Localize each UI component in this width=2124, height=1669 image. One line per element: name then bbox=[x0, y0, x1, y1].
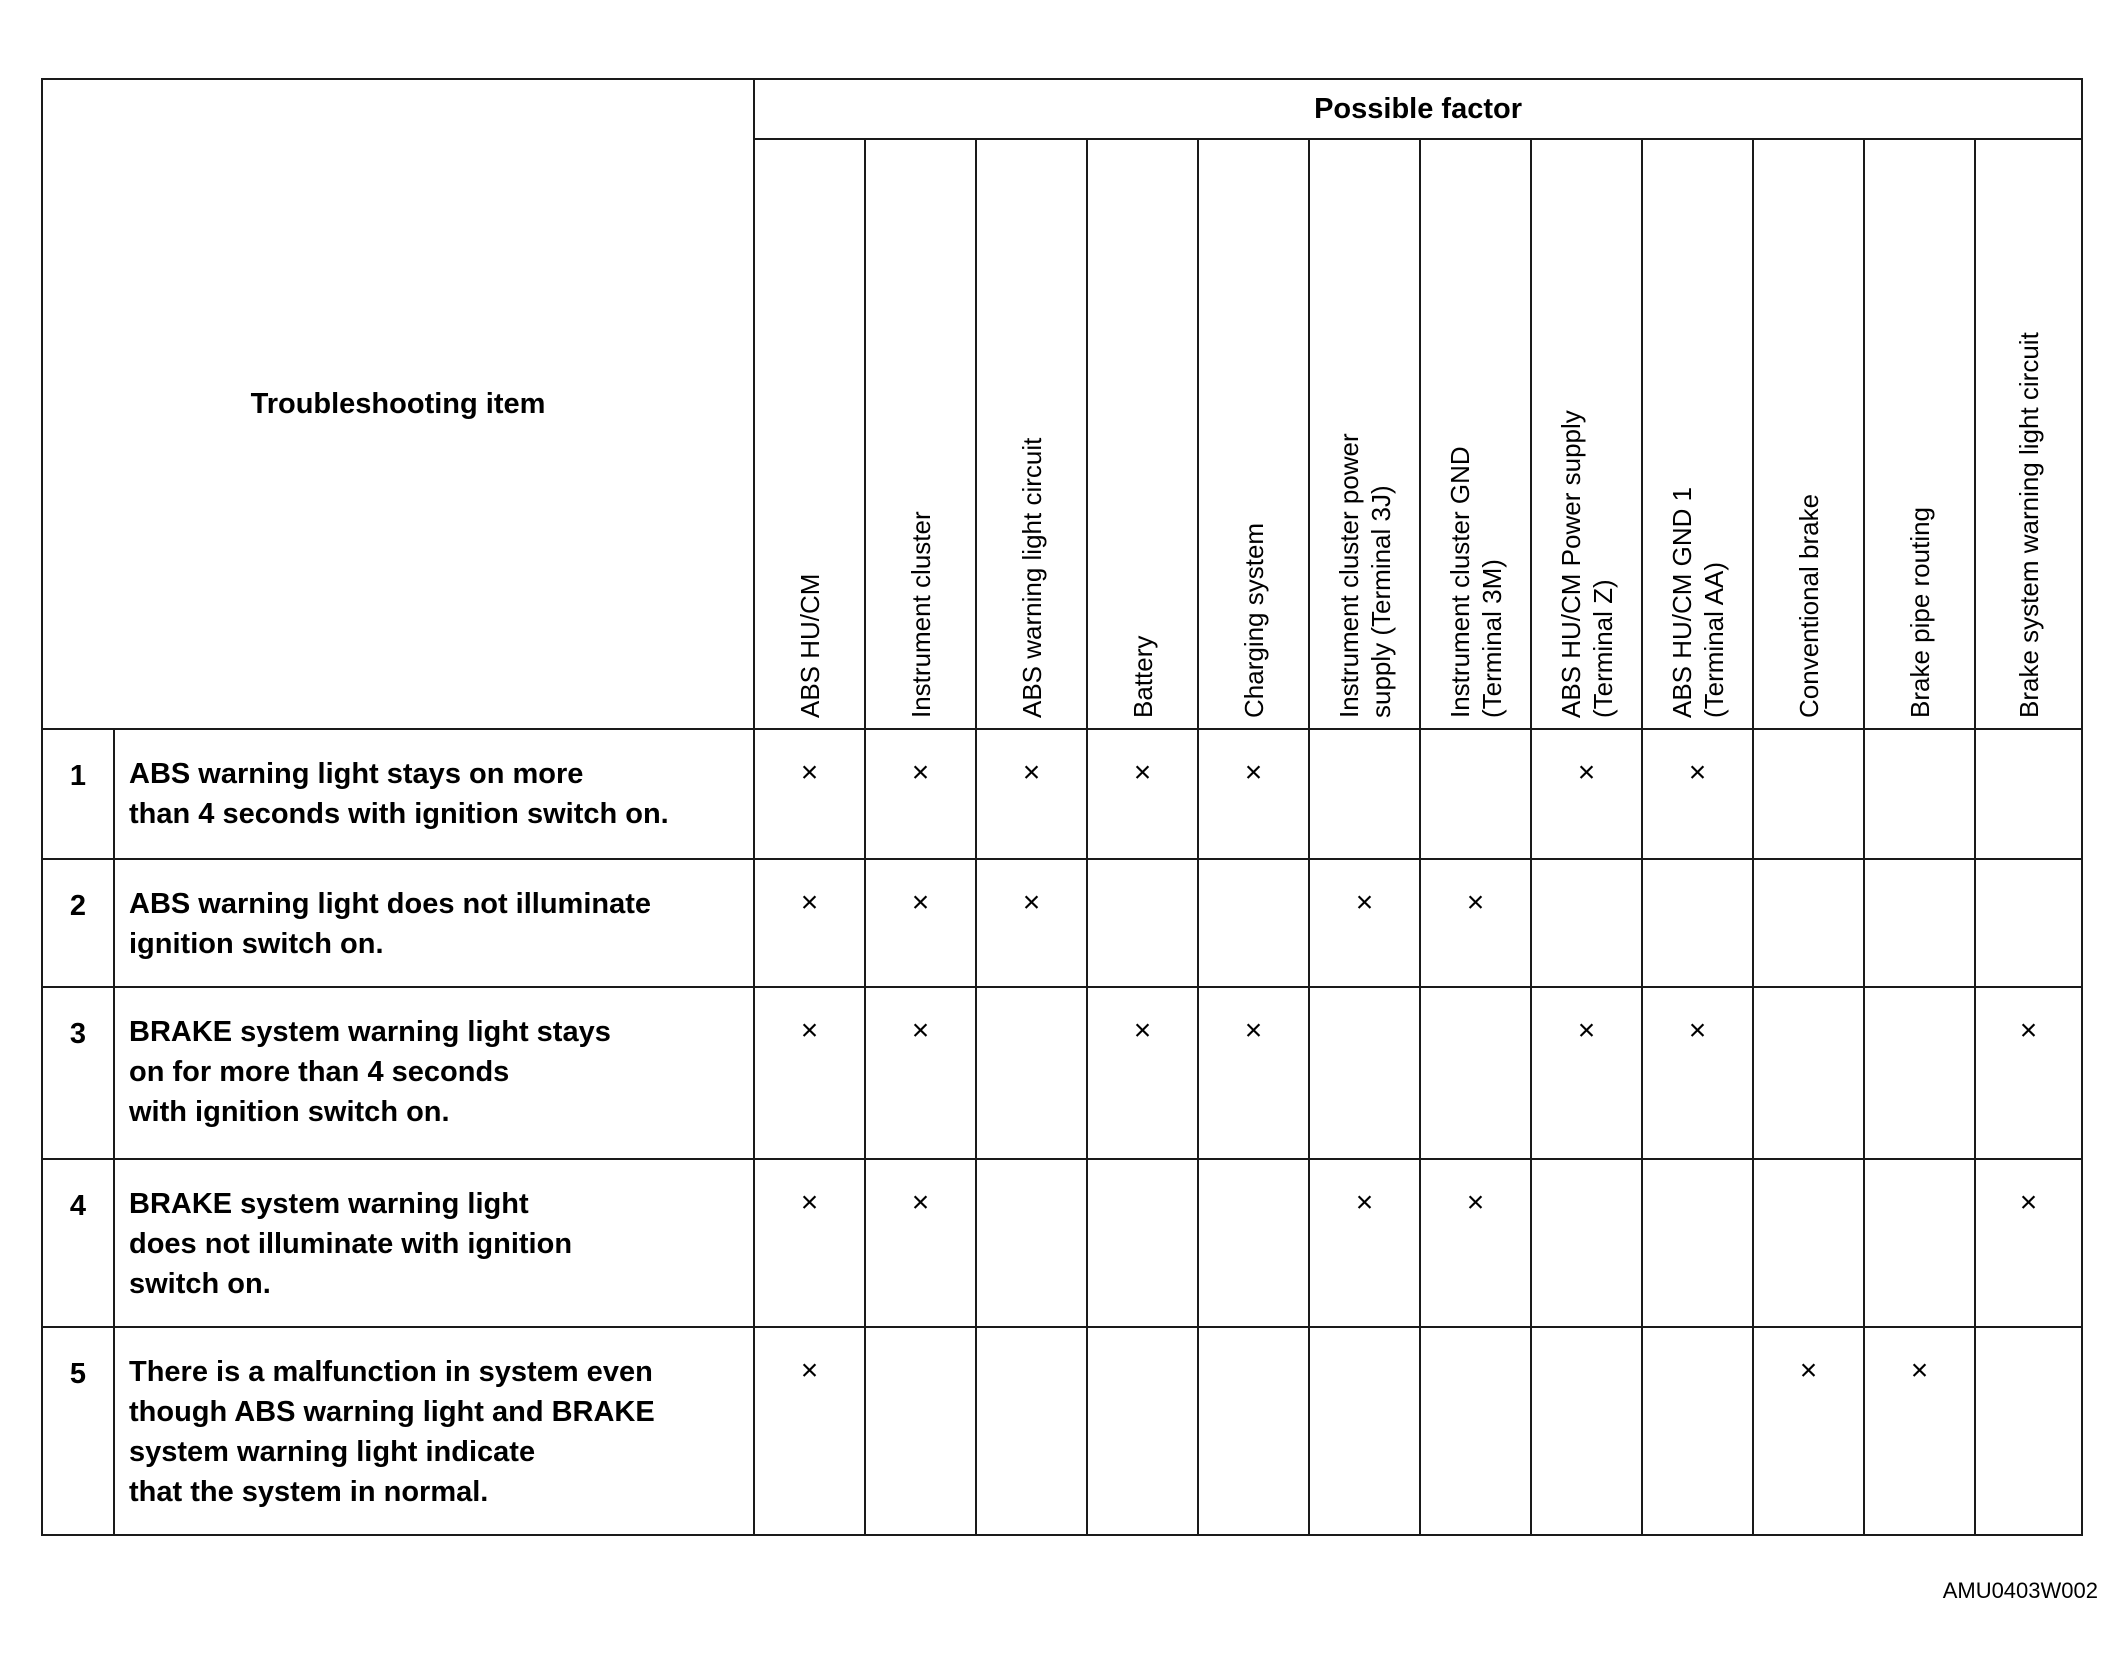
factor-mark-cell bbox=[1087, 987, 1198, 1159]
factor-mark-cell bbox=[1309, 987, 1420, 1159]
factor-label-line: Instrument cluster bbox=[905, 511, 936, 718]
row-description-line: switch on. bbox=[129, 1268, 271, 1300]
row-description bbox=[114, 1327, 754, 1535]
factor-mark-cell bbox=[1642, 1159, 1753, 1327]
row-description-line: on for more than 4 seconds bbox=[129, 1056, 510, 1088]
factor-mark-cell bbox=[1864, 987, 1975, 1159]
factor-header-cell bbox=[1753, 139, 1864, 729]
row-description bbox=[114, 729, 754, 859]
row-number: 4 bbox=[42, 1159, 114, 1327]
factor-mark-cell bbox=[1642, 1327, 1753, 1535]
x-mark: × bbox=[800, 886, 819, 919]
troubleshooting-matrix bbox=[41, 78, 2083, 1536]
factor-mark-cell bbox=[1975, 1159, 2082, 1327]
x-mark: × bbox=[1133, 756, 1152, 789]
x-mark: × bbox=[1577, 1014, 1596, 1047]
factor-label-line: Battery bbox=[1127, 635, 1158, 718]
factor-mark-cell bbox=[1531, 1327, 1642, 1535]
row-number: 5 bbox=[42, 1327, 114, 1535]
factor-mark-cell bbox=[865, 729, 976, 859]
factor-mark-cell bbox=[1864, 1327, 1975, 1535]
factor-mark-cell bbox=[1531, 987, 1642, 1159]
x-mark: × bbox=[1910, 1354, 1929, 1387]
row-description-line: than 4 seconds with ignition switch on. bbox=[129, 798, 669, 830]
factor-mark-cell bbox=[1309, 729, 1420, 859]
factor-mark-cell bbox=[1309, 859, 1420, 987]
factor-mark-cell bbox=[754, 987, 865, 1159]
factor-mark-cell bbox=[865, 1327, 976, 1535]
factor-label bbox=[2013, 332, 2045, 718]
row-description-line: that the system in normal. bbox=[129, 1476, 489, 1508]
factor-header-cell bbox=[1420, 139, 1531, 729]
factor-header-cell bbox=[1198, 139, 1309, 729]
factor-mark-cell bbox=[1420, 859, 1531, 987]
factor-label-line: Brake system warning light circuit bbox=[2013, 332, 2044, 718]
x-mark: × bbox=[1466, 1186, 1485, 1219]
factor-header-cell bbox=[1864, 139, 1975, 729]
factor-label bbox=[1016, 438, 1048, 718]
troubleshooting-item-header: Troubleshooting item bbox=[42, 79, 754, 729]
figure-code: AMU0403W002 bbox=[1942, 1578, 2098, 1603]
x-mark: × bbox=[911, 1186, 930, 1219]
factor-mark-cell bbox=[1642, 729, 1753, 859]
factor-header-cell bbox=[1975, 139, 2082, 729]
factor-mark-cell bbox=[1642, 987, 1753, 1159]
factor-mark-cell bbox=[1531, 729, 1642, 859]
factor-label bbox=[1666, 487, 1730, 718]
row-description-line: BRAKE system warning light stays bbox=[129, 1016, 611, 1048]
matrix-body bbox=[42, 729, 2082, 1535]
factor-mark-cell bbox=[754, 1327, 865, 1535]
row-description-line: ignition switch on. bbox=[129, 928, 384, 960]
factor-mark-cell bbox=[976, 1159, 1087, 1327]
factor-mark-cell bbox=[1864, 859, 1975, 987]
factor-label-line: Charging system bbox=[1238, 522, 1269, 718]
troubleshooting-row bbox=[42, 987, 2082, 1159]
possible-factor-header: Possible factor bbox=[754, 79, 2082, 139]
factor-header-cell bbox=[1642, 139, 1753, 729]
factor-label bbox=[1127, 636, 1159, 718]
row-description bbox=[114, 1159, 754, 1327]
row-description-line: system warning light indicate bbox=[129, 1436, 536, 1468]
factor-mark-cell bbox=[1864, 1159, 1975, 1327]
factor-label-line: ABS HU/CM Power supply bbox=[1555, 410, 1586, 718]
factor-label bbox=[1904, 507, 1936, 718]
factor-mark-cell bbox=[1753, 1159, 1864, 1327]
factor-mark-cell bbox=[976, 987, 1087, 1159]
factor-mark-cell bbox=[1087, 729, 1198, 859]
factor-header-cell bbox=[1087, 139, 1198, 729]
factor-header-cell bbox=[865, 139, 976, 729]
x-mark: × bbox=[1355, 886, 1374, 919]
factor-mark-cell bbox=[1642, 859, 1753, 987]
x-mark: × bbox=[1244, 756, 1263, 789]
factor-label-line: Instrument cluster GND bbox=[1444, 446, 1475, 718]
factor-mark-cell bbox=[1420, 729, 1531, 859]
factor-mark-cell bbox=[976, 729, 1087, 859]
factor-mark-cell bbox=[1420, 1159, 1531, 1327]
factor-mark-cell bbox=[1087, 1327, 1198, 1535]
factor-mark-cell bbox=[865, 987, 976, 1159]
row-description-line: BRAKE system warning light bbox=[129, 1188, 529, 1220]
row-description-line: with ignition switch on. bbox=[129, 1096, 450, 1128]
x-mark: × bbox=[800, 1014, 819, 1047]
factor-mark-cell bbox=[754, 1159, 865, 1327]
troubleshooting-row bbox=[42, 1327, 2082, 1535]
factor-mark-cell bbox=[1198, 987, 1309, 1159]
factor-mark-cell bbox=[1087, 1159, 1198, 1327]
factor-label-line: supply (Terminal 3J) bbox=[1365, 485, 1396, 718]
factor-mark-cell bbox=[1975, 859, 2082, 987]
factor-label-line: Conventional brake bbox=[1793, 493, 1824, 718]
factor-mark-cell bbox=[1753, 987, 1864, 1159]
factor-mark-cell bbox=[1087, 859, 1198, 987]
factor-label bbox=[1793, 494, 1825, 718]
row-number: 3 bbox=[42, 987, 114, 1159]
factor-label bbox=[1444, 446, 1508, 718]
factor-mark-cell bbox=[754, 729, 865, 859]
factor-mark-cell bbox=[1309, 1327, 1420, 1535]
row-description-line: though ABS warning light and BRAKE bbox=[129, 1396, 655, 1428]
row-description bbox=[114, 987, 754, 1159]
factor-label bbox=[1333, 433, 1397, 718]
factor-label-line: ABS HU/CM bbox=[794, 573, 825, 718]
troubleshooting-row bbox=[42, 729, 2082, 859]
row-description-line: There is a malfunction in system even bbox=[129, 1356, 653, 1388]
x-mark: × bbox=[911, 1014, 930, 1047]
x-mark: × bbox=[1577, 756, 1596, 789]
factor-label-line: Instrument cluster power bbox=[1333, 433, 1364, 718]
x-mark: × bbox=[2019, 1186, 2038, 1219]
factor-header-cell bbox=[1309, 139, 1420, 729]
factor-label-line: (Terminal 3M) bbox=[1476, 559, 1507, 718]
factor-label-line: Brake pipe routing bbox=[1904, 506, 1935, 718]
factor-mark-cell bbox=[865, 859, 976, 987]
x-mark: × bbox=[1355, 1186, 1374, 1219]
factor-header-cell bbox=[1531, 139, 1642, 729]
factor-label-line: ABS warning light circuit bbox=[1016, 437, 1047, 718]
x-mark: × bbox=[911, 886, 930, 919]
factor-mark-cell bbox=[1753, 859, 1864, 987]
row-number: 1 bbox=[42, 729, 114, 859]
row-description-line: does not illuminate with ignition bbox=[129, 1228, 573, 1260]
factor-mark-cell bbox=[1531, 1159, 1642, 1327]
x-mark: × bbox=[1022, 756, 1041, 789]
factor-mark-cell bbox=[976, 859, 1087, 987]
x-mark: × bbox=[1466, 886, 1485, 919]
factor-mark-cell bbox=[1753, 729, 1864, 859]
row-description-line: ABS warning light stays on more bbox=[129, 758, 584, 790]
factor-label-line: ABS HU/CM GND 1 bbox=[1666, 486, 1697, 718]
x-mark: × bbox=[800, 1354, 819, 1387]
troubleshooting-row bbox=[42, 1159, 2082, 1327]
factor-mark-cell bbox=[1975, 987, 2082, 1159]
factor-mark-cell bbox=[1198, 729, 1309, 859]
factor-mark-cell bbox=[976, 1327, 1087, 1535]
factor-label bbox=[1238, 523, 1270, 718]
factor-label bbox=[1555, 410, 1619, 718]
x-mark: × bbox=[1799, 1354, 1818, 1387]
factor-header-cell bbox=[754, 139, 865, 729]
x-mark: × bbox=[1688, 1014, 1707, 1047]
row-number: 2 bbox=[42, 859, 114, 987]
factor-mark-cell bbox=[1975, 1327, 2082, 1535]
factor-mark-cell bbox=[1975, 729, 2082, 859]
factor-mark-cell bbox=[1198, 1327, 1309, 1535]
factor-mark-cell bbox=[1198, 859, 1309, 987]
factor-mark-cell bbox=[1864, 729, 1975, 859]
x-mark: × bbox=[2019, 1014, 2038, 1047]
factor-label-line: (Terminal AA) bbox=[1698, 561, 1729, 718]
factor-label bbox=[794, 574, 826, 718]
factor-header-cell bbox=[976, 139, 1087, 729]
row-description-line: ABS warning light does not illuminate bbox=[129, 888, 652, 920]
factor-mark-cell bbox=[1531, 859, 1642, 987]
factor-mark-cell bbox=[865, 1159, 976, 1327]
factor-mark-cell bbox=[1309, 1159, 1420, 1327]
x-mark: × bbox=[1133, 1014, 1152, 1047]
troubleshooting-row bbox=[42, 859, 2082, 987]
x-mark: × bbox=[911, 756, 930, 789]
x-mark: × bbox=[1244, 1014, 1263, 1047]
x-mark: × bbox=[1022, 886, 1041, 919]
factor-label-line: (Terminal Z) bbox=[1587, 579, 1618, 718]
factor-mark-cell bbox=[1420, 987, 1531, 1159]
factor-mark-cell bbox=[1198, 1159, 1309, 1327]
x-mark: × bbox=[1688, 756, 1707, 789]
x-mark: × bbox=[800, 756, 819, 789]
factor-label bbox=[905, 511, 937, 718]
x-mark: × bbox=[800, 1186, 819, 1219]
row-description bbox=[114, 859, 754, 987]
factor-mark-cell bbox=[1753, 1327, 1864, 1535]
factor-mark-cell bbox=[1420, 1327, 1531, 1535]
factor-mark-cell bbox=[754, 859, 865, 987]
